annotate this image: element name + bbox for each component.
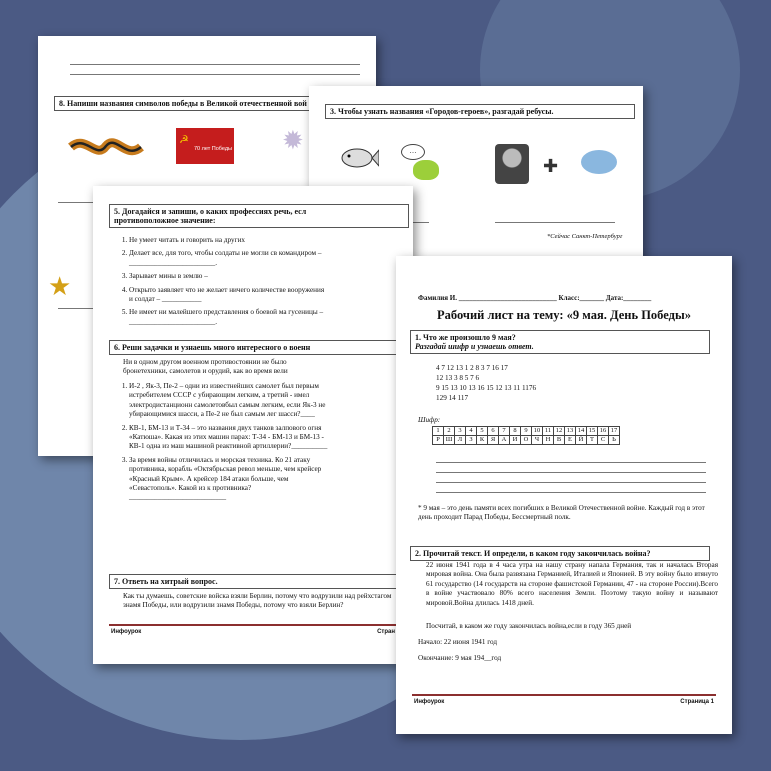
- cipher-letter-cell: Н: [543, 436, 554, 445]
- code-line: 4 7 12 13 1 2 8 3 7 16 17: [436, 364, 508, 372]
- cipher-number-cell: 14: [576, 427, 587, 436]
- cipher-number-cell: 10: [532, 427, 543, 436]
- cipher-letter-cell: Ь: [609, 436, 620, 445]
- war-end: Окончание: 9 мая 194__год: [418, 654, 502, 662]
- answer-line: [70, 64, 360, 65]
- cipher-number-cell: 11: [543, 427, 554, 436]
- professions-list: [115, 236, 329, 327]
- cipher-letter-cell: З: [466, 436, 477, 445]
- page-footer: [412, 694, 716, 705]
- cipher-letter-cell: К: [477, 436, 488, 445]
- answer-line: [495, 222, 615, 223]
- cipher-number-row: [433, 427, 620, 436]
- cipher-letter-cell: И: [510, 436, 521, 445]
- cloud-icon: [581, 150, 617, 174]
- cipher-number-cell: 2: [444, 427, 455, 436]
- section-1-heading: [410, 330, 710, 354]
- list-item: 4. Открыто заявляет что не желает ничего количестве вооружения и солдат – ___________: [129, 286, 329, 305]
- tasks-list: [115, 382, 329, 503]
- answer-line: [436, 472, 706, 473]
- footer-brand: Инфоурок: [111, 629, 142, 635]
- banner-caption: 70 лет Победы: [194, 146, 232, 152]
- section-5-heading: [109, 204, 409, 228]
- cipher-number-cell: 12: [554, 427, 565, 436]
- code-line: 129 14 117: [436, 394, 469, 402]
- page-title: Рабочий лист на тему: «9 мая. День Победы»: [437, 308, 691, 322]
- cipher-letter-row: [433, 436, 620, 445]
- section-8-heading: 8. Напиши названия символов победы в Великой отечественной вой: [54, 96, 364, 111]
- answer-line: [70, 74, 360, 75]
- student-header: Фамилия И. ____________________________ Класс:_______ Дата:________: [418, 294, 652, 302]
- speech-bubble-icon: …: [401, 144, 425, 160]
- section-5-line1: 5. Догадайся и запиши, о каких профессиях речь, есл: [114, 207, 307, 216]
- cipher-table: [432, 426, 620, 445]
- cipher-letter-cell: Ч: [532, 436, 543, 445]
- cipher-letter-cell: С: [598, 436, 609, 445]
- list-item: 2. КВ-1, БМ-13 и Т-34 – это названия двух танков залпового огня «Катюша». Какая из этих машин парах: Т-34 - БМ-13 и БМ-13 - КВ-1 одна из маш машиной реактивной артиллерии?__________: [129, 424, 329, 452]
- cipher-letter-cell: Ш: [444, 436, 455, 445]
- cipher-number-cell: 8: [510, 427, 521, 436]
- cipher-letter-cell: Я: [488, 436, 499, 445]
- list-item: 1. И-2 , Як-3, Пе-2 – одни из известнейших самолет был первым истребителем СССР с убирающим легким, а третий - имел электродистанционн самолетовбыл самым легким, если Як-3 не убирающимися шасси, а Пе-2 не был самым лег шасси?____: [129, 382, 329, 420]
- victory-banner-icon: [176, 128, 234, 164]
- st-george-ribbon-icon: [66, 132, 146, 162]
- cipher-letter-cell: Л: [455, 436, 466, 445]
- footer-page-number: Страница 1: [680, 699, 714, 705]
- cipher-number-cell: 3: [455, 427, 466, 436]
- cipher-number-cell: 15: [587, 427, 598, 436]
- section-3-heading: 3. Чтобы узнать названия «Городов-героев», разгадай ребусы.: [325, 104, 635, 119]
- cipher-number-cell: 16: [598, 427, 609, 436]
- cipher-number-cell: 13: [565, 427, 576, 436]
- fish-icon: [335, 138, 379, 178]
- answer-line: [436, 482, 706, 483]
- plus-icon: ✚: [543, 156, 559, 176]
- cipher-number-cell: 5: [477, 427, 488, 436]
- code-line: 12 13 3 8 5 7 6: [436, 374, 480, 382]
- cipher-number-cell: 9: [521, 427, 532, 436]
- hammer-sickle-icon: ☭: [179, 134, 189, 146]
- order-star-icon: ✹: [282, 126, 304, 155]
- answer-line: [436, 462, 706, 463]
- list-item: 3. За время войны отличилась и морская техника. Ко 21 атаку противника, корабль «Октябрьская револ меньше, чем крейсер «Красный Крым». А крейсер 184 атаки больше, чем «Севастополь». Какой из к противника? ___________________________: [129, 456, 329, 503]
- cipher-number-cell: 1: [433, 427, 444, 436]
- cipher-number-cell: 6: [488, 427, 499, 436]
- section-2-heading: 2. Прочитай текст. И определи, в каком году закончилась война?: [410, 546, 710, 561]
- war-start: Начало: 22 июня 1941 год: [418, 638, 498, 646]
- section-6-intro: Ни в одном другом военном противостоянии не было бронетехники, самолетов и орудий, как во время вели: [123, 358, 288, 376]
- cipher-letter-cell: В: [554, 436, 565, 445]
- list-item: 1. Не умеет читать и говорить на других: [129, 236, 329, 245]
- section-1-subtitle: Разгадай шифр и узнаешь ответ.: [415, 342, 534, 351]
- frog-icon: [413, 160, 439, 180]
- portrait-icon: [495, 144, 529, 184]
- footer-brand: Инфоурок: [414, 699, 445, 705]
- cipher-letter-cell: А: [499, 436, 510, 445]
- code-line: 9 15 13 10 13 16 15 12 13 11 1176: [436, 384, 537, 392]
- section-7-question: Как ты думаешь, советские войска взяли Берлин, потому что водрузили над рейхстагом знамя Победы, или водрузили знамя Победы, потому что взяли Берлин?: [123, 592, 392, 610]
- memory-note: * 9 мая – это день памяти всех погибших в Великой Отечественной войне. Каждый год в этот день проходит Парад Победы, Бессмертный полк.: [418, 504, 705, 522]
- section-2-text: 22 июня 1941 года в 4 часа утра на нашу страну напала Германия, так и началась Вторая мировая война. Она была развязана Германией, Италией и Японией. В эту войну было втянуто 61 государство (14 государств на стороне фашистской Германии, 47 - на стороне России).Всего в войне участвовало 80% всего населения Земли. Поэтому такую войну и называют мировой.Война длилась 1418 дней.: [426, 561, 718, 607]
- worksheet-page-main: [396, 256, 732, 734]
- footer-page: Стран: [377, 629, 395, 635]
- worksheet-page-professions: [93, 186, 413, 664]
- section-1-question: 1. Что же произошло 9 мая?: [415, 333, 516, 342]
- cipher-number-cell: 7: [499, 427, 510, 436]
- cipher-letter-cell: Т: [587, 436, 598, 445]
- section-7-heading: 7. Ответь на хитрый вопрос.: [109, 574, 409, 589]
- answer-line: [436, 492, 706, 493]
- section-6-heading: 6. Реши задачки и узнаешь много интересного о военн: [109, 340, 409, 355]
- cipher-letter-cell: О: [521, 436, 532, 445]
- answer-hint: *Сейчас Санкт-Петербург: [547, 233, 623, 240]
- cipher-letter-cell: Р: [433, 436, 444, 445]
- section-5-line2: противоположное значение:: [114, 216, 216, 225]
- list-item: 3. Зарывает мины в землю –: [129, 272, 329, 281]
- cipher-letter-cell: Й: [576, 436, 587, 445]
- order-star-icon-2: ★: [48, 272, 72, 301]
- page-footer: [109, 624, 397, 635]
- section-2-prompt: Посчитай, в каком же году закончилась война,если в году 365 дней: [426, 622, 632, 630]
- cipher-letter-cell: Е: [565, 436, 576, 445]
- cipher-number-cell: 4: [466, 427, 477, 436]
- list-item: 2. Делает все, для того, чтобы солдаты не могли св командиром – ________________________.: [129, 249, 329, 268]
- cipher-label: Шифр:: [418, 416, 441, 424]
- cipher-number-cell: 17: [609, 427, 620, 436]
- list-item: 5. Не имеет ни малейшего представления о боевой ма гусеницы – ________________________.: [129, 308, 329, 327]
